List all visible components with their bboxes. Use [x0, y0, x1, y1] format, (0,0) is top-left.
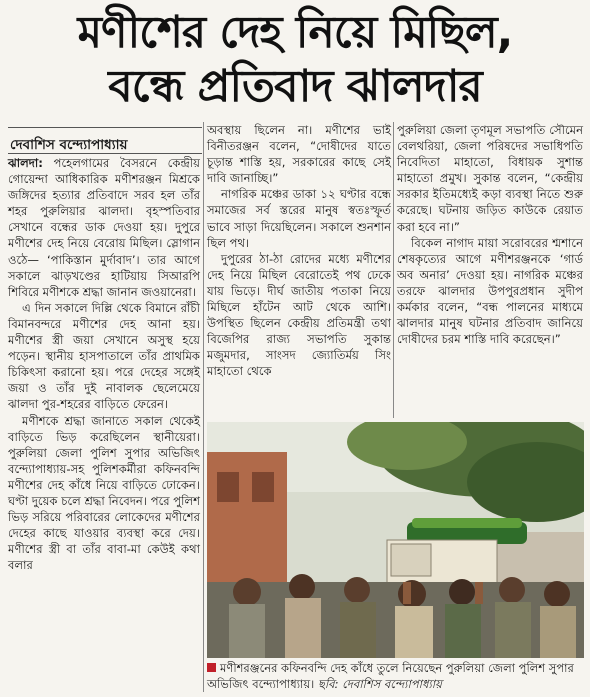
- caption-text: মণীশরঞ্জনের কফিনবন্দি দেহ কাঁধে তুলে নিয়েছেন পুরুলিয়া জেলা পুলিশ সুপার অভিজিৎ বন্দ্যোপাধ্যায়।: [207, 661, 574, 691]
- news-photo: [207, 422, 584, 658]
- headline-line-2: বন্ধে প্রতিবাদ ঝালদার: [108, 61, 482, 112]
- paragraph: বিকেল নাগাদ মায়া সরোবরের শ্মশানে শেষকৃত্যের আগে মণীশরঞ্জনকে ‘গার্ড অব অনার’ দেওয়া হয়। নাগরিক মঞ্চের তরফে ঝালদার উপপুরপ্রধান সুদীপ কর্মকার বলেন, “বন্ধ পালনের মাধ্যমে ঝালদার মানুষ ঘটনার প্রতিবাদ জানিয়ে দোষীদের চরম শাস্তি দাবি করেছেন।”: [397, 235, 583, 347]
- photo-illustration: [207, 422, 584, 658]
- paragraph: পুরুলিয়া জেলা তৃণমূল সভাপতি সৌমেন বেলথরিয়া, জেলা পরিষদের সভাধিপতি নিবেদিতা মাহাতো, বিধায়ক সুশান্ত মাহাতো প্রমুখ। সুকান্ত বলেন, “কেন্দ্রীয় সরকার ইতিমধ্যেই কড়া ব্যবস্থা নিতে শুরু করেছে। ঘটনায় জড়িত কাউকে রেয়াত করা হবে না।”: [397, 123, 583, 234]
- caption-marker-icon: [207, 663, 216, 672]
- paragraph-text: পহেলগামের বৈসরনে কেন্দ্রীয় গোয়েন্দা আধিকারিক মণীশরঞ্জন মিশ্রকে জঙ্গিদের হত্যার প্রতিবাদে সরব হল তাঁর শহর পুরুলিয়ার ঝালদা। বৃহস্পতিবার সেখানে বন্ধের ডাক দেওয়া হয়। দুপুরে মণীশের দেহ নিয়ে বেরোয় মিছিল। স্লোগান ওঠে— ‘পাকিস্তান মুর্দাবাদ’। তার আগে সকালে ঝাড়খণ্ডের হাটিয়ায় সিআরপি শিবিরে মণীশকে শ্রদ্ধা জানান জওয়ানেরা।: [8, 156, 200, 299]
- paragraph: নাগরিক মঞ্চের ডাকা ১২ ঘণ্টার বন্ধে সমাজের সর্ব স্তরের মানুষ স্বতঃস্ফূর্ত ভাবে সাড়া দিয়েছিলেন। সকালে শুনশান ছিল পথ।: [207, 187, 391, 250]
- paragraph: এ দিন সকালে দিল্লি থেকে বিমানে রাঁচী বিমানবন্দরে মণীশের দেহ আনা হয়। মণীশের স্ত্রী জয়া সেখানে অসুস্থ হয়ে পড়েন। স্থানীয় হাসপাতালে তাঁর প্রাথমিক চিকিৎসা করানো হয়। পরে দেহের সঙ্গেই জয়া ও তাঁর দুই নাবালক ছেলেমেয়ে ঝালদা পুর-শহরের বাড়িতে ফেরেন।: [8, 300, 200, 412]
- headline: [0, 6, 590, 114]
- photo-credit: ছবি: দেবাশিস বন্দ্যোপাধ্যায়: [317, 677, 442, 691]
- byline-top-rule: [8, 127, 202, 128]
- column-divider: [203, 122, 204, 692]
- article-column-1: [8, 155, 200, 573]
- dateline: ঝালদা:: [8, 156, 43, 170]
- byline-bottom-rule: [8, 153, 202, 154]
- paragraph: মণীশকে শ্রদ্ধা জানাতে সকাল থেকেই বাড়িতে ভিড় করেছিলেন স্থানীয়েরা। পুরুলিয়া জেলা পুলিশ সুপার অভিজিৎ বন্দ্যোপাধ্যায়-সহ পুলিশকর্মীরা কফিনবন্দি মণীশের দেহ কাঁধে নিয়ে বাড়িতে ঢোকেন। ঘণ্টা দুয়েক চলে শ্রদ্ধা নিবেদন। পরে পুলিশ ভিড় সরিয়ে পরিবারের লোকেদের মণীশের দেহের কাছে যাওয়ার ব্যবস্থা করে দেয়। মণীশের স্ত্রী বা তাঁর বাবা-মা কেউই কথা বলার: [8, 413, 200, 573]
- headline-line-1: মণীশের দেহ নিয়ে মিছিল,: [77, 7, 513, 58]
- article-column-2: [207, 122, 391, 380]
- paragraph: অবস্থায় ছিলেন না। মণীশের ভাই বিনীতরঞ্জন বলেন, “দোষীদের যাতে চূড়ান্ত শাস্তি হয়, সরকারের কাছে সেই দাবি জানাচ্ছি।”: [207, 123, 391, 186]
- paragraph: দুপুরের ঠা-ঠা রোদের মধ্যে মণীশের দেহ নিয়ে মিছিল বেরোতেই পথ ঢেকে যায় ভিড়ে। দীর্ঘ জাতীয় পতাকা নিয়ে মিছিলে হাঁটেন আট থেকে আশি। উপস্থিত ছিলেন কেন্দ্রীয় প্রতিমন্ত্রী তথা বিজেপির রাজ্য সভাপতি সুকান্ত মজুমদার, সাংসদ জ্যোতির্ময় সিং মাহাতো থেকে: [207, 251, 391, 379]
- article-column-3: [397, 122, 583, 347]
- column-divider: [393, 122, 394, 418]
- photo-caption: [207, 660, 584, 692]
- byline: দেবাশিস বন্দ্যোপাধ্যায়: [10, 137, 128, 153]
- paragraph: [8, 155, 200, 300]
